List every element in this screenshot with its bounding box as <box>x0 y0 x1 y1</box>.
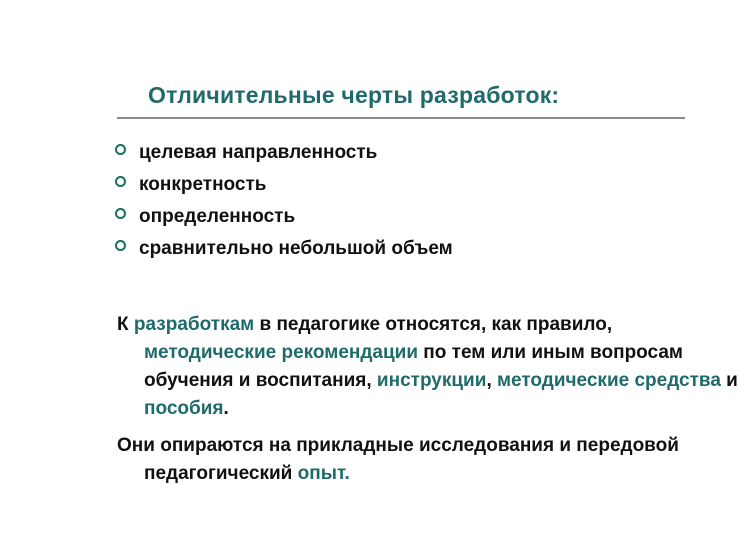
paragraph-text: и <box>720 370 738 391</box>
circle-bullet-icon <box>115 176 126 187</box>
paragraph-text: , <box>486 370 497 391</box>
paragraph-text: Они опираются на прикладные исследования и передовой педагогический <box>117 435 679 484</box>
highlight-term: методические рекомендации <box>144 342 419 363</box>
bullet-item <box>115 201 453 233</box>
bullet-text: определенность <box>139 206 296 227</box>
highlight-term: методические средства <box>497 370 721 391</box>
paragraph-basis <box>117 432 744 488</box>
circle-bullet-icon <box>115 240 126 251</box>
bullet-text: сравнительно небольшой объем <box>139 238 453 259</box>
bullet-text: конкретность <box>139 174 267 195</box>
paragraph-text: . <box>223 398 229 419</box>
bullet-list <box>115 137 453 265</box>
title-divider <box>117 117 685 119</box>
paragraph-text: в педагогике относятся, как правило, <box>254 314 613 335</box>
highlight-term: пособия <box>144 398 224 419</box>
highlight-term: разработкам <box>133 314 255 335</box>
paragraph-text: по тем или иным вопросам обучения и воспитания, <box>144 342 683 391</box>
circle-bullet-icon <box>115 144 126 155</box>
paragraph-developments <box>117 311 744 423</box>
circle-bullet-icon <box>115 208 126 219</box>
highlight-term: опыт. <box>297 463 350 484</box>
bullet-item <box>115 137 453 169</box>
highlight-term: инструкции <box>376 370 487 391</box>
bullet-item <box>115 233 453 265</box>
bullet-text: целевая направленность <box>139 142 378 163</box>
slide-title: Отличительные черты разработок: <box>148 82 560 108</box>
bullet-item <box>115 169 453 201</box>
paragraph-text: К <box>117 314 134 335</box>
